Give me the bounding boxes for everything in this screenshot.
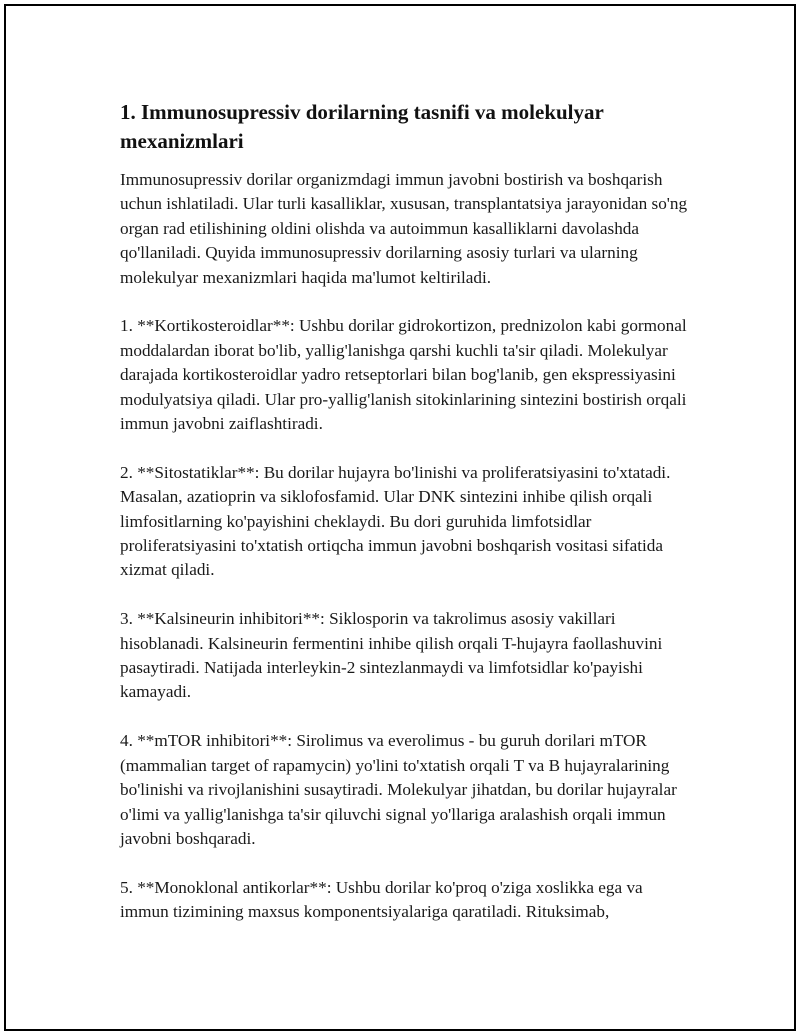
- monoklonal-paragraph: 5. **Monoklonal antikorlar**: Ushbu dorilar ko'proq o'ziga xoslikka ega va immun tizimining maxsus komponentsiyalariga qaratiladi. Rituksimab,: [120, 877, 643, 922]
- mtor-paragraph: 4. **mTOR inhibitori**: Sirolimus va everolimus - bu guruh dorilari mTOR (mammalian target of rapamycin) yo'lini to'xtatish orqali T va B hujayralarining bo'linishi va rivojlanishini susaytiradi. Molekulyar jihatdan, bu dorilar hujayralar o'limi va yallig'lanishga ta'sir qiluvchi signal yo'llariga aralashish orqali immun javobni boshqaradi.: [120, 731, 677, 848]
- intro-paragraph: Immunosupressiv dorilar organizmdagi immun javobni bostirish va boshqarish uchun ishlatiladi. Ular turli kasalliklar, xususan, transplantatsiya jarayonidan so'ng organ rad etilishining oldini olishda va autoimmun kasalliklarni davolashda qo'llaniladi. Quyida immunosupressiv dorilarning asosiy turlari va ularning molekulyar mexanizmlari haqida ma'lumot keltiriladi.: [120, 170, 688, 287]
- section-heading: 1. Immunosupressiv dorilarning tasnifi va molekulyar mexanizmlari: [120, 100, 604, 153]
- sitostatiklar-paragraph: 2. **Sitostatiklar**: Bu dorilar hujayra bo'linishi va proliferatsiyasini to'xtatadi. Masalan, azatioprin va siklofosfamid. Ular DNK sintezini inhibe qilish orqali limfositlarning ko'payishini cheklaydi. Bu dori guruhida limfotsidlar proliferatsiyasini to'xtatish ortiqcha immun javobni boshqarish vositasi sifatida xizmat qiladi.: [120, 462, 671, 580]
- kortikosteroidlar-paragraph: 1. **Kortikosteroidlar**: Ushbu dorilar gidrokortizon, prednizolon kabi gormonal moddalardan iborat bo'lib, yallig'lanishga qarshi kuchli ta'sir qiladi. Molekulyar darajada kortikosteroidlar yadro retseptorlari bilan bog'lanib, gen ekspressiyasini modulyatsiya qiladi. Ular pro-yallig'lanish sitokinlarining sintezini bostirish orqali immun javobni zaiflashtiradi.: [120, 316, 687, 434]
- kalsineurin-paragraph: 3. **Kalsineurin inhibitori**: Siklosporin va takrolimus asosiy vakillari hisoblanadi. Kalsineurin fermentini inhibe qilish orqali T-hujayra faollashuvini pasaytiradi. Natijada interleykin-2 sintezlanmaydi va limfotsidlar ko'payishi kamayadi.: [120, 609, 663, 702]
- document-body: [120, 98, 692, 949]
- page-frame: [4, 4, 796, 1031]
